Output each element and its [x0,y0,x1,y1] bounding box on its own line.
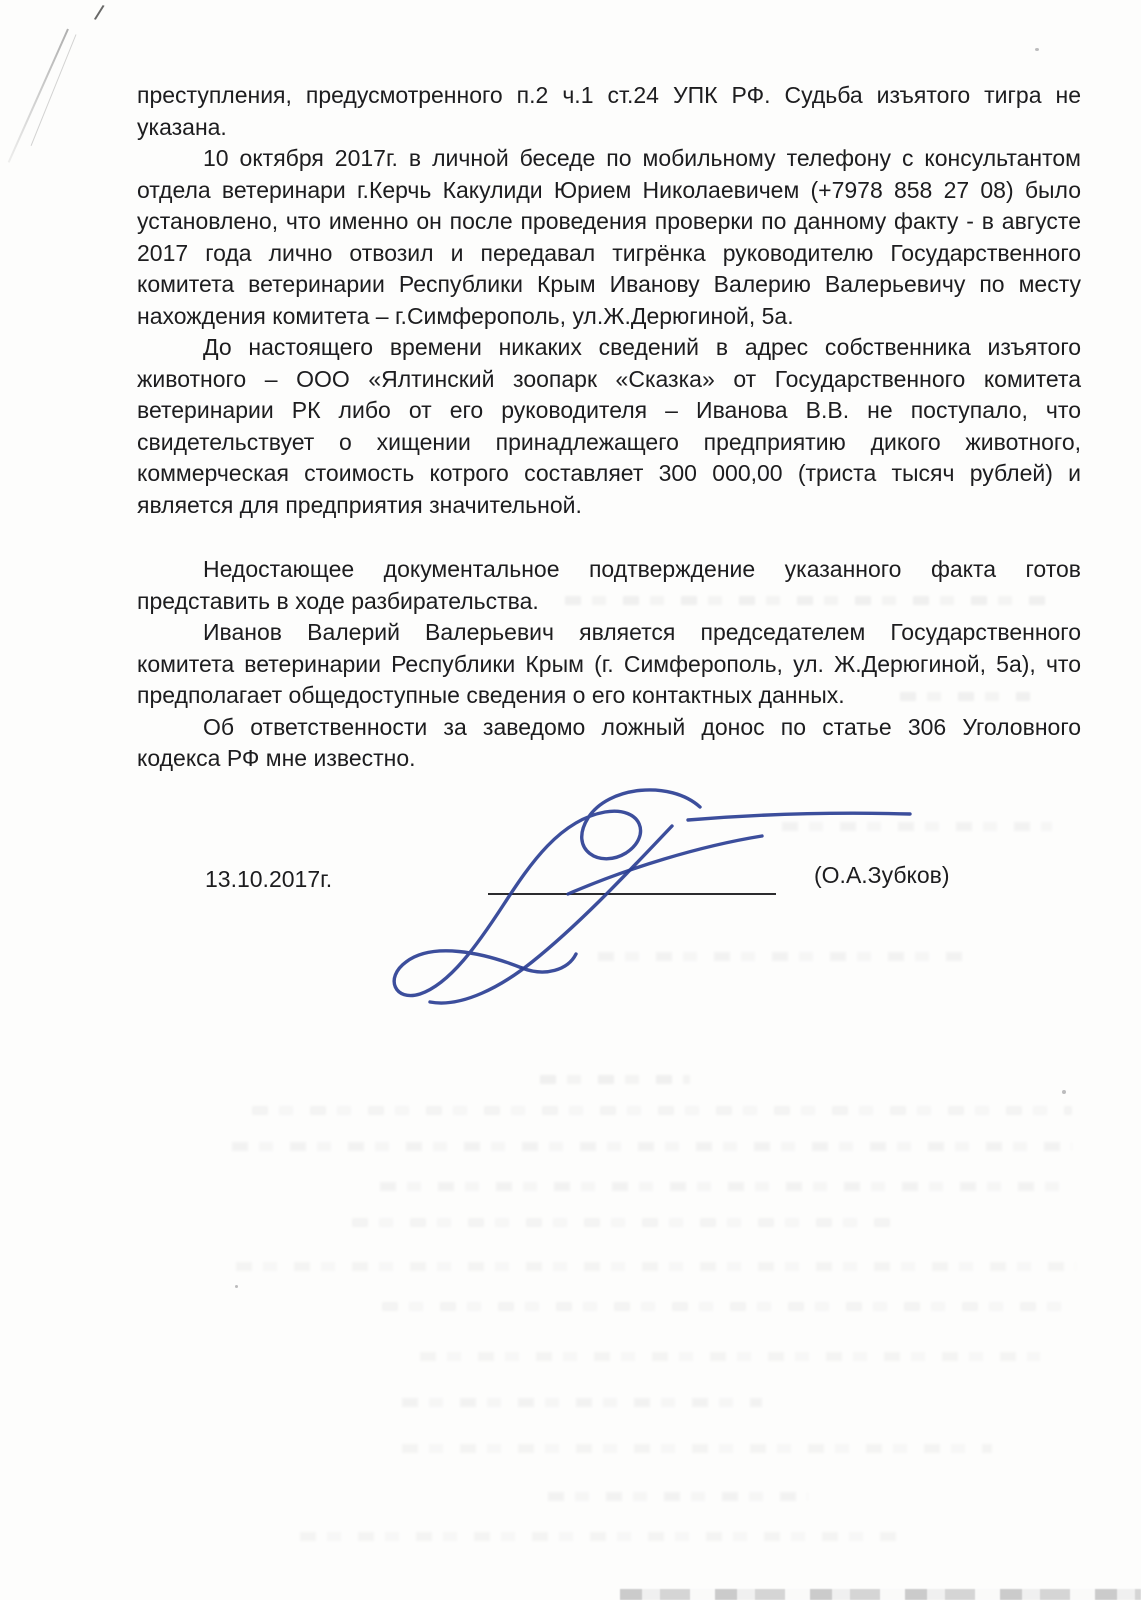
paragraph: До настоящего времени никаких сведений в адрес собственника изъятого животного – ООО «Ялтинский зоопарк «Сказка» от Государственного комитета ветеринарии РК либо от его руководителя – Иванова В.В. не поступало, что свидетельствует о хищении принадлежащего предприятию дикого животного, коммерческая стоимость котрого составляет 300 000,00 (триста тысяч рублей) и является для предприятия значительной. [137,334,1081,518]
scan-speck-artifact [1035,48,1039,51]
bleedthrough-artifact [236,1262,1076,1271]
signature-date: 13.10.2017г. [205,866,333,892]
scan-speck-artifact [235,1285,238,1288]
bleedthrough-artifact [252,1106,1072,1115]
bleedthrough-artifact [540,1075,690,1084]
scan-crease-artifact [8,29,69,163]
scan-speck-artifact [1062,1090,1066,1094]
bleedthrough-artifact [782,822,1052,831]
paragraph: 10 октября 2017г. в личной беседе по мобильному телефону с консультантом отдела ветеринари г.Керчь Какулиди Юрием Николаевичем (+7978 858 27 08) было установлено, что именно он после проведения проверки по данному факту - в августе 2017 года лично отвозил и передавал тигрёнка руководителю Государственного комитета ветеринарии Республики Крым Иванову Валерию Валерьевичу по месту нахождения комитета – г.Симферополь, ул.Ж.Дерюгиной, 5а. [137,145,1081,329]
document-body-text [137,80,1081,775]
bleedthrough-artifact [352,1218,892,1227]
bleedthrough-artifact [380,1182,1070,1191]
paragraph: Недостающее документальное подтверждение указанного факта готов представить в ходе разбирательства. [137,556,1081,614]
paragraph: преступления, предусмотренного п.2 ч.1 ст.24 УПК РФ. Судьба изъятого тигра не указана. [137,82,1081,140]
bleedthrough-artifact [598,952,968,961]
bleedthrough-artifact [382,1302,1072,1311]
signatory-name: (О.А.Зубков) [814,862,950,888]
bleedthrough-artifact [900,692,1030,701]
bleedthrough-artifact [565,596,1045,605]
handwritten-signature [370,772,930,1022]
bleedthrough-artifact [300,1532,900,1541]
bleedthrough-artifact [232,1142,1072,1151]
scan-crease-artifact [31,34,77,146]
bleedthrough-artifact [548,1492,808,1501]
bleedthrough-artifact [402,1398,762,1407]
scan-corner-mark-artifact [94,5,114,23]
scan-bottom-edge-artifact [620,1589,1141,1600]
paragraph: Иванов Валерий Валерьевич является председателем Государственного комитета ветеринарии Республики Крым (г. Симферополь, ул. Ж.Дерюгиной, 5а), что предполагает общедоступные сведения о его контактных данных. [137,619,1081,708]
bleedthrough-artifact [402,1444,992,1453]
bleedthrough-artifact [420,1352,1040,1361]
paragraph: Об ответственности за заведомо ложный донос по статье 306 Уголовного кодекса РФ мне известно. [137,713,1081,771]
